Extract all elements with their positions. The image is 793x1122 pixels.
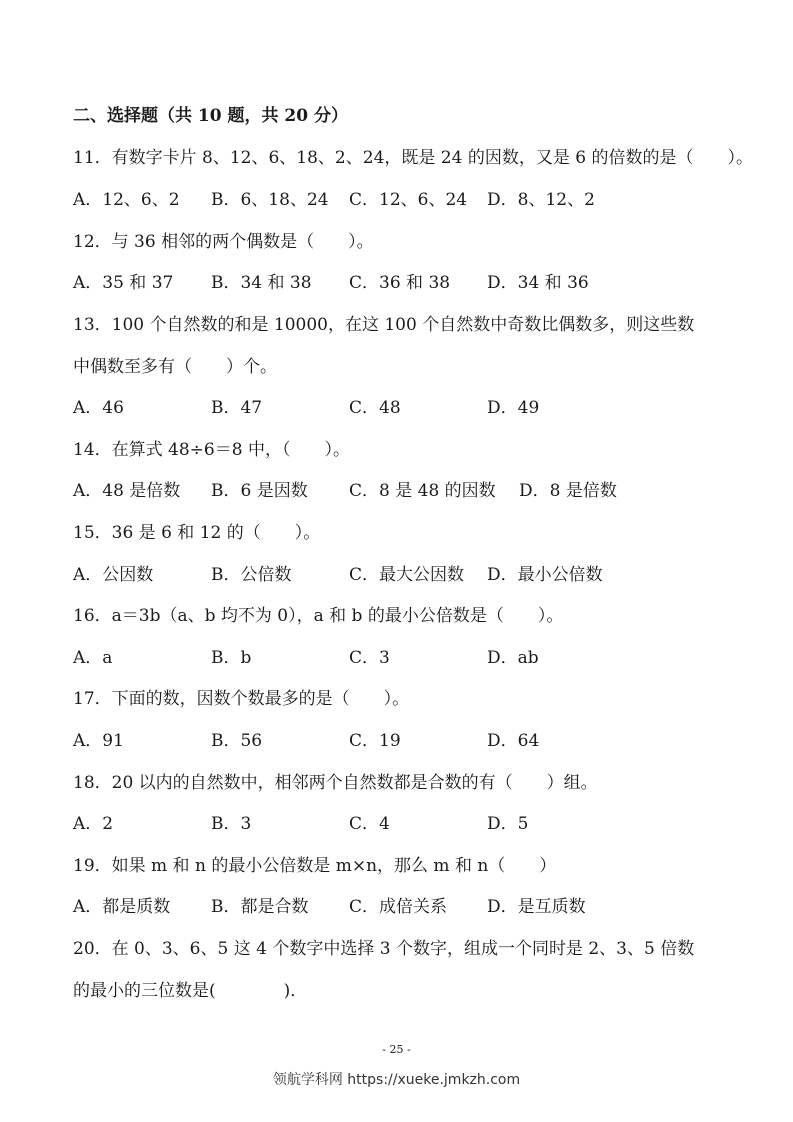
option-a: A．a: [73, 648, 113, 668]
option-c: C．最大公因数: [349, 565, 465, 585]
question-12-options: [73, 271, 753, 295]
question-14-options: [73, 479, 753, 503]
option-a: A．46: [73, 398, 124, 418]
question-14-stem: 14．在算式 48÷6＝8 中，（ ）。: [73, 440, 350, 460]
question-18-options: [73, 812, 753, 836]
option-c: C．8 是 48 的因数: [349, 481, 496, 501]
option-a: A．公因数: [73, 565, 154, 585]
option-b: B．都是合数: [211, 897, 309, 917]
section-title: 二、选择题（共 10 题，共 20 分）: [73, 106, 348, 126]
question-20-stem-line-1: 20．在 0、3、6、5 这 4 个数字中选择 3 个数字，组成一个同时是 2、3、5 倍数: [73, 939, 695, 959]
option-d: D．ab: [487, 648, 539, 668]
option-d: D．5: [487, 814, 529, 834]
option-b: B．56: [211, 731, 263, 751]
option-a: A．91: [73, 731, 124, 751]
option-a: A．35 和 37: [73, 273, 174, 293]
option-c: C．19: [349, 731, 401, 751]
option-d: D．8、12、2: [487, 190, 595, 210]
option-a: A．都是质数: [73, 897, 171, 917]
option-c: C．48: [349, 398, 401, 418]
question-20-stem-line-2: 的最小的三位数是( )．: [73, 981, 308, 1001]
option-d: D．8 是倍数: [519, 481, 617, 501]
option-b: B．公倍数: [211, 565, 292, 585]
question-17-stem: 17．下面的数，因数个数最多的是（ ）。: [73, 689, 410, 709]
option-b: B．34 和 38: [211, 273, 312, 293]
option-c: C．4: [349, 814, 390, 834]
option-c: C．36 和 38: [349, 273, 451, 293]
option-d: D．是互质数: [487, 897, 586, 917]
question-13-options: [73, 396, 753, 420]
option-c: C．12、6、24: [349, 190, 468, 210]
question-15-options: [73, 563, 753, 587]
option-a: A．2: [73, 814, 114, 834]
option-d: D．49: [487, 398, 540, 418]
question-15-stem: 15．36 是 6 和 12 的（ ）。: [73, 523, 321, 543]
option-c: C．成倍关系: [349, 897, 448, 917]
page-number: - 25 -: [382, 1043, 411, 1056]
question-11-stem: 11．有数字卡片 8、12、6、18、2、24，既是 24 的因数，又是 6 的倍数的是（ ）。: [73, 148, 753, 168]
question-19-options: [73, 895, 753, 919]
question-16-stem: 16．a＝3b（a、b 均不为 0），a 和 b 的最小公倍数是（ ）。: [73, 606, 564, 626]
option-d: D．最小公倍数: [487, 565, 603, 585]
option-b: B．47: [211, 398, 263, 418]
question-13-stem-line-2: 中偶数至多有（ ）个。: [73, 357, 277, 377]
question-16-options: [73, 646, 753, 670]
option-a: A．48 是倍数: [73, 481, 181, 501]
option-a: A．12、6、2: [73, 190, 180, 210]
question-17-options: [73, 729, 753, 753]
question-12-stem: 12．与 36 相邻的两个偶数是（ ）。: [73, 232, 374, 252]
option-b: B．6、18、24: [211, 190, 329, 210]
question-18-stem: 18．20 以内的自然数中，相邻两个自然数都是合数的有（ ）组。: [73, 773, 598, 793]
option-d: D．64: [487, 731, 540, 751]
footer-watermark: 领航学科网 https://xueke.jmkzh.com: [272, 1072, 521, 1088]
question-19-stem: 19．如果 m 和 n 的最小公倍数是 m×n，那么 m 和 n（ ）: [73, 856, 557, 876]
option-b: B．6 是因数: [211, 481, 308, 501]
question-13-stem-line-1: 13．100 个自然数的和是 10000，在这 100 个自然数中奇数比偶数多，则这些数: [73, 315, 695, 335]
option-b: B．3: [211, 814, 252, 834]
question-11-options: [73, 188, 753, 212]
option-c: C．3: [349, 648, 390, 668]
option-b: B．b: [211, 648, 252, 668]
option-d: D．34 和 36: [487, 273, 589, 293]
